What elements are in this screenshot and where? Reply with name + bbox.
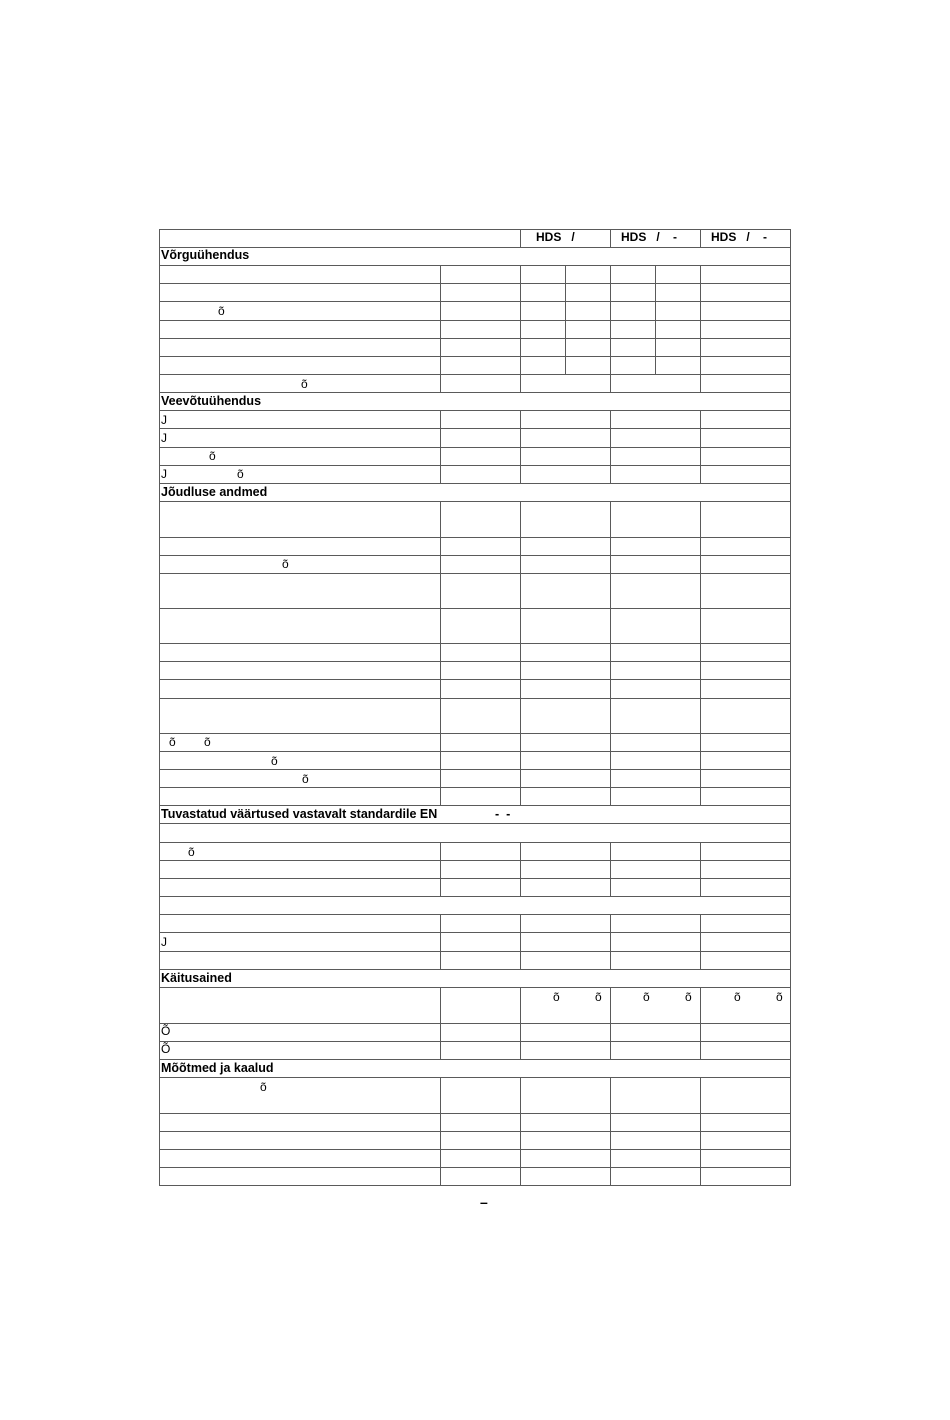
- column-header-3: HDS / -: [711, 230, 768, 244]
- column-header-1: HDS /: [536, 230, 575, 244]
- cell-label: J: [161, 467, 167, 481]
- section-network: Võrguühendus: [161, 248, 250, 262]
- column-header-2: HDS / -: [621, 230, 678, 244]
- section-standard-suffix: - -: [495, 807, 511, 821]
- cell-label: Õ: [161, 1042, 171, 1056]
- cell-label: õ: [209, 449, 216, 463]
- section-performance: Jõudluse andmed: [161, 485, 268, 499]
- cell-label: Õ: [161, 1024, 171, 1038]
- section-water: Veevõtuühendus: [161, 394, 262, 408]
- cell-label: õ: [260, 1080, 267, 1094]
- cell-label: õ: [237, 467, 244, 481]
- cell-label: õ: [188, 845, 195, 859]
- cell-label: õ: [271, 754, 278, 768]
- cell-value: õ: [776, 990, 783, 1004]
- cell-value: õ: [643, 990, 650, 1004]
- cell-label: õ: [169, 735, 176, 749]
- cell-value: õ: [734, 990, 741, 1004]
- cell-label: J: [161, 431, 167, 445]
- cell-label: õ: [302, 772, 309, 786]
- cell-label: õ: [301, 377, 308, 391]
- section-consumables: Käitusained: [161, 971, 232, 985]
- cell-value: õ: [553, 990, 560, 1004]
- cell-value: õ: [595, 990, 602, 1004]
- cell-label: õ: [218, 304, 225, 318]
- section-standard: Tuvastatud väärtused vastavalt standardile EN: [161, 807, 438, 821]
- cell-label: J: [161, 935, 167, 949]
- cell-value: õ: [685, 990, 692, 1004]
- cell-label: õ: [204, 735, 211, 749]
- cell-label: õ: [282, 557, 289, 571]
- cell-label: J: [161, 413, 167, 427]
- section-dimensions: Mõõtmed ja kaalud: [161, 1061, 274, 1075]
- page-footer-mark: –: [480, 1194, 488, 1210]
